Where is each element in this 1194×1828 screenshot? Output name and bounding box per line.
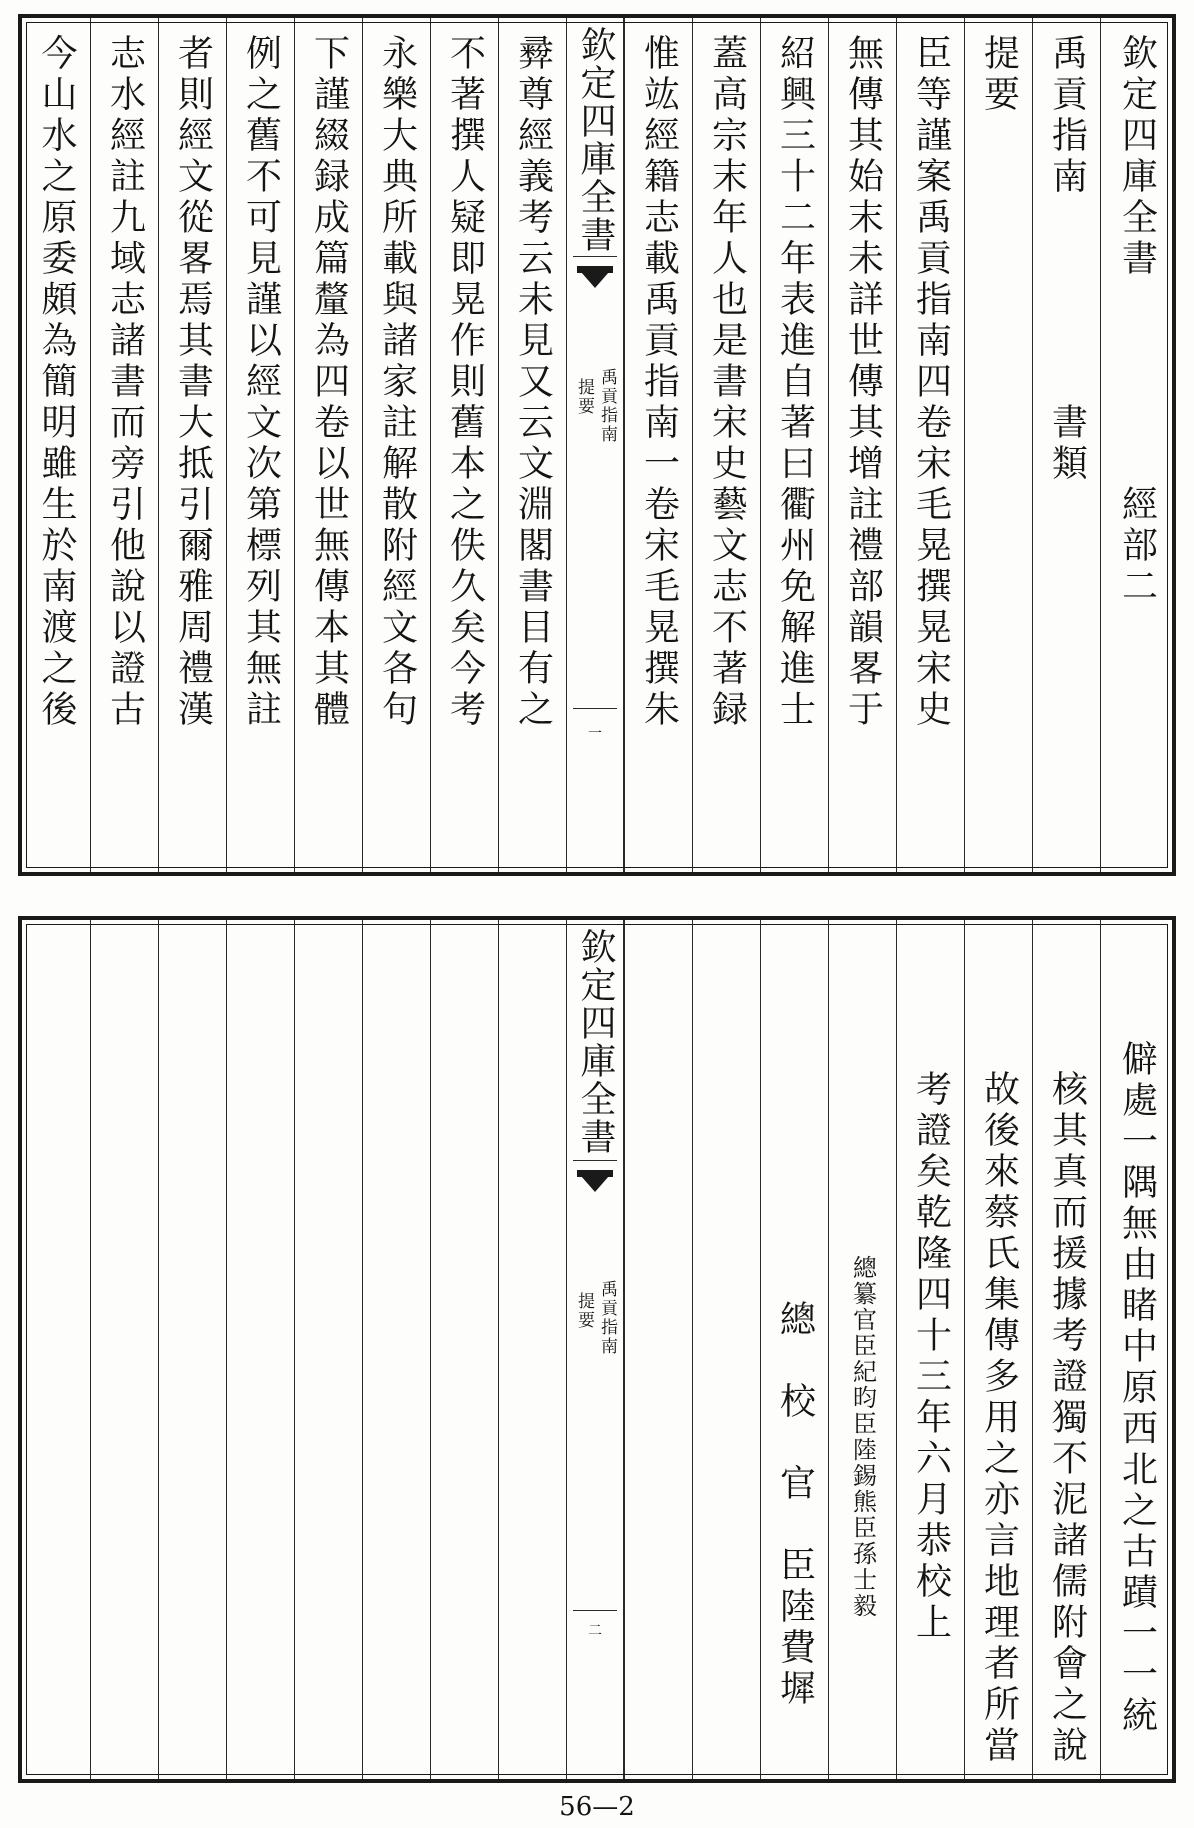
- divider: [573, 1160, 617, 1161]
- center-title: 欽定四庫全書: [575, 26, 616, 254]
- page-label: 56—2: [559, 1792, 635, 1822]
- text-column: 彛尊經義考云未見又云文淵閣書目有之: [498, 18, 566, 872]
- text-column: 提要: [964, 18, 1032, 872]
- divider: [573, 1610, 617, 1611]
- text-column: 蓋高宗末年人也是書宋史藝文志不著録: [692, 18, 760, 872]
- text-column: 臣等謹案禹貢指南四卷宋毛晃撰晃宋史: [896, 18, 964, 872]
- text-column: 總纂官臣紀昀臣陸錫熊臣孫士毅: [828, 920, 896, 1779]
- text-column: 永樂大典所載與諸家註解散附經文各句: [362, 18, 430, 872]
- text-column: [294, 920, 362, 1779]
- text-column: [430, 920, 498, 1779]
- text-column: [158, 920, 226, 1779]
- center-section: 提要: [574, 1292, 594, 1330]
- fishtail-mark: [577, 266, 613, 290]
- center-page-number: 二: [588, 1623, 602, 1639]
- text-column: 禹貢指南 書類: [1032, 18, 1100, 872]
- text-column: 例之舊不可見謹以經文次第標列其無註: [226, 18, 294, 872]
- text-column: [362, 920, 430, 1779]
- center-column: [566, 18, 624, 872]
- text-column: 紹興三十二年表進自著曰衢州免解進士: [760, 18, 828, 872]
- text-column: 欽定四庫全書 經部二: [1100, 18, 1172, 872]
- text-column: 考證矣乾隆四十三年六月恭校上: [896, 920, 964, 1779]
- text-column: 無傳其始末未詳世傳其增註禮部韻畧于: [828, 18, 896, 872]
- center-book-title: 禹貢指南: [597, 1280, 617, 1356]
- text-column: 今山水之原委頗為簡明雖生於南渡之後: [36, 34, 77, 731]
- text-column: 僻處一隅無由睹中原西北之古蹟一一統: [1100, 920, 1172, 1779]
- page-top: [18, 14, 1176, 876]
- center-column: [566, 920, 624, 1779]
- text-column: 核其真而援據考證獨不泥諸儒附會之說: [1032, 920, 1100, 1779]
- text-column: 志水經註九域志諸書而旁引他說以證古: [90, 18, 158, 872]
- center-book-title: 禹貢指南: [597, 368, 617, 444]
- text-column: 下謹綴録成篇釐為四卷以世無傳本其體: [294, 18, 362, 872]
- text-column: [90, 920, 158, 1779]
- center-title: 欽定四庫全書: [575, 928, 616, 1156]
- text-column: 總 校 官 臣陸費墀: [760, 920, 828, 1779]
- divider: [573, 256, 617, 257]
- text-column: [498, 920, 566, 1779]
- text-column: 惟竑經籍志載禹貢指南一卷宋毛晃撰朱: [624, 18, 692, 872]
- divider: [573, 708, 617, 709]
- text-column: [624, 920, 692, 1779]
- text-column: 不著撰人疑即晃作則舊本之佚久矣今考: [430, 18, 498, 872]
- text-column: 者則經文從畧焉其書大抵引爾雅周禮漢: [158, 18, 226, 872]
- page-bottom: [18, 916, 1176, 1783]
- center-page-number: 一: [588, 726, 602, 742]
- text-column: [22, 920, 90, 1779]
- text-column: [226, 920, 294, 1779]
- text-column: [692, 920, 760, 1779]
- center-section: 提要: [574, 378, 594, 416]
- text-column: 故後來蔡氏集傳多用之亦言地理者所當: [964, 920, 1032, 1779]
- fishtail-mark: [577, 1170, 613, 1194]
